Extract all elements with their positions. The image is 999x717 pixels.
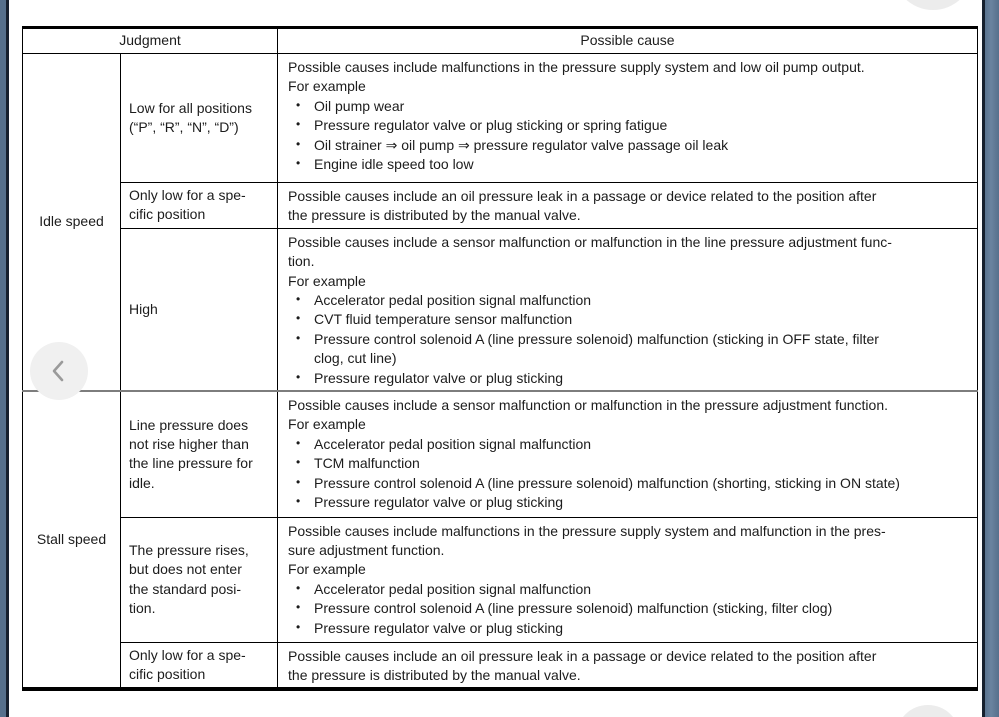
cell-line: clog, cut line) [314,350,397,367]
cause-cell-high [278,228,978,391]
cell-line: cific position [129,206,206,223]
cell-line: idle. [129,474,155,491]
cell-line: the pressure is distributed by the manual valve. [288,666,581,683]
cell-line: Possible causes include malfunctions in the pressure supply system and malfunction in the pres- [288,522,886,539]
cell-line: the line pressure for [129,455,253,472]
header-row [23,28,978,54]
cell-line: Only low for a spe- [129,646,246,663]
cell-line: • Pressure control solenoid A (line pressure solenoid) malfunction (sticking in OFF state, filter [288,330,969,349]
partial-button-bottom-right [896,705,960,717]
judgment-cell-high [121,228,278,391]
cause-cell-pressure-rises-not-standard [278,517,978,642]
cell-line: • Pressure control solenoid A (line pressure solenoid) malfunction (sticking, filter clog) [288,599,969,618]
cell-line: • Accelerator pedal position signal malfunction [288,435,969,454]
cell-line: Possible causes include an oil pressure leak in a passage or device related to the position after [288,647,877,664]
judgment-header: Judgment [23,28,278,54]
cell-line: sure adjustment function. [288,541,445,558]
cell-line: • Pressure regulator valve or plug sticking [288,369,969,388]
cause-cell-stall-only-low-specific [278,642,978,689]
cell-line: Line pressure does [129,416,249,433]
cell-line: tion. [129,599,156,616]
cell-line: • Oil strainer ⇒ oil pump ⇒ pressure regulator valve passage oil leak [288,136,969,155]
judgment-cell-low-all-positions [121,54,278,183]
group-cell-idle-speed: Idle speed [23,54,121,392]
cell-line: • Pressure regulator valve or plug sticking [288,619,969,638]
cell-line: • TCM malfunction [288,454,969,473]
cell-line: • Pressure regulator valve or plug sticking [288,493,969,512]
cell-line: cific position [129,665,206,682]
cell-line: Only low for a spe- [129,187,246,203]
cell-line: the standard posi- [129,580,242,597]
cell-line: Possible causes include an oil pressure leak in a passage or device related to the position after [288,188,877,204]
cell-line: • Accelerator pedal position signal malfunction [288,291,969,310]
cell-line: • Engine idle speed too low [288,155,969,174]
cell-line: not rise higher than [129,435,249,452]
possible-cause-header: Possible cause [278,28,978,54]
table-row [23,183,978,229]
cell-line: Possible causes include a sensor malfunction or malfunction in the line pressure adjustment func- [288,233,892,250]
cell-line: • Accelerator pedal position signal malfunction [288,580,969,599]
table-row [23,642,978,689]
cell-line: • CVT fluid temperature sensor malfunction [288,310,969,329]
judgment-cell-stall-only-low-specific [121,642,278,689]
table-row [23,517,978,642]
cause-cell-line-pressure-not-rise [278,391,978,517]
cell-line: For example [288,416,366,433]
partial-button-top-right [893,0,973,10]
cell-line: • Pressure control solenoid A (line pressure solenoid) malfunction (shorting, sticking in ON state) [288,474,969,493]
cell-line: the pressure is distributed by the manual valve. [288,207,581,224]
cell-line: • Oil pump wear [288,97,969,116]
cell-line: • Pressure regulator valve or plug sticking or spring fatigue [288,116,969,135]
judgment-cell-line-pressure-not-rise [121,391,278,517]
cause-cell-low-all-positions [278,54,978,183]
table-row [23,391,978,517]
cell-line: Low for all positions [129,99,252,116]
cell-line: tion. [288,253,315,270]
window-frame-right [982,0,999,717]
judgment-cell-idle-only-low-specific [121,183,278,229]
cell-line: (“P”, “R”, “N”, “D”) [129,119,239,135]
window-frame-left [0,0,9,717]
cell-line: High [129,300,158,317]
cell-line: Possible causes include malfunctions in the pressure supply system and low oil pump output. [288,59,865,75]
table-row [23,54,978,183]
group-cell-stall-speed: Stall speed [23,391,121,689]
chevron-left-icon [48,358,70,384]
table-row [23,228,978,391]
cell-line: The pressure rises, [129,541,249,558]
cell-line: Possible causes include a sensor malfunction or malfunction in the pressure adjustment function. [288,397,889,414]
cell-line: but does not enter [129,561,242,578]
cell-line: For example [288,78,366,95]
cell-line: For example [288,561,366,578]
judgment-cell-pressure-rises-not-standard [121,517,278,642]
diagnosis-table [22,26,978,691]
prev-page-button[interactable] [30,342,88,400]
cause-cell-idle-only-low-specific [278,183,978,229]
cell-line: For example [288,272,366,289]
